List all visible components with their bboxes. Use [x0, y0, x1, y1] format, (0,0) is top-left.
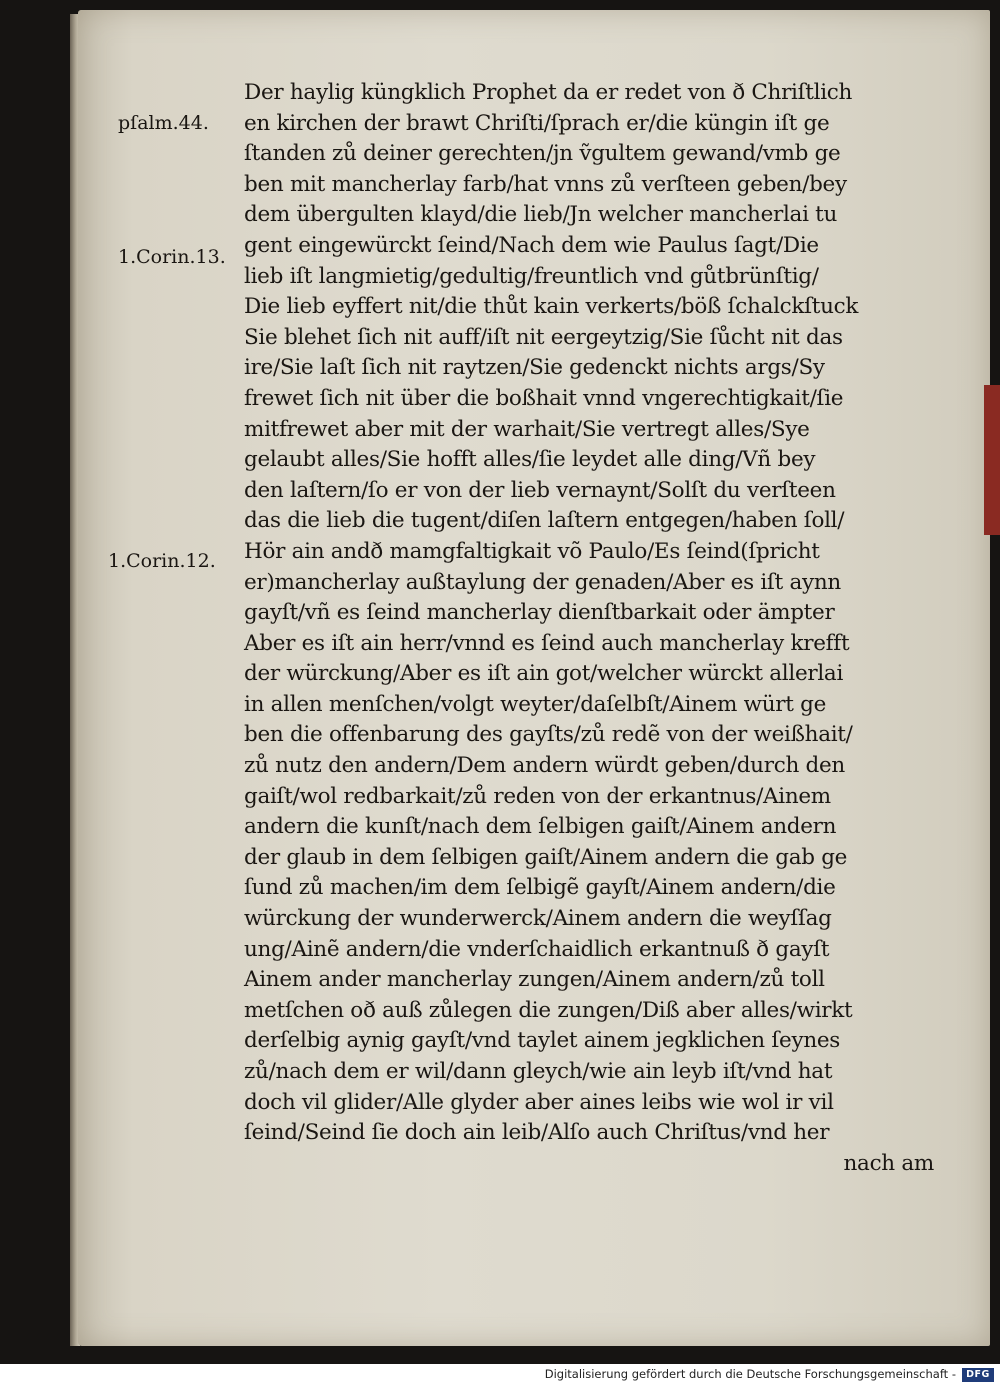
text-line: Der haylig küngklich Prophet da er redet von ð Chriſtlich [244, 80, 853, 105]
text-line: gaiſt/wol redbarkait/zů reden von der erkantnus/Ainem [244, 783, 831, 809]
text-line: der würckung/Aber es iſt ain got/welcher würckt allerlai [244, 661, 844, 687]
text-line: gent eingewürckt ſeind/Nach dem wie Paulus ſagt/Die [244, 232, 819, 258]
text-line: Hör ain andð mamgfaltigkait võ Paulo/Es ſeind(ſpricht [244, 538, 820, 564]
text-line: andern die kunſt/nach dem ſelbigen gaiſt/Ainem andern [244, 814, 837, 840]
text-line: dem übergulten klayd/die lieb/Jn welcher mancherlai tu [244, 202, 838, 228]
text-line: Ainem ander mancherlay zungen/Ainem andern/zů toll [244, 967, 825, 993]
text-line: lieb iſt langmietig/gedultig/freuntlich vnd gůtbrünſtig/ [244, 263, 819, 289]
text-line: derſelbig aynig gayſt/vnd taylet ainem jegklichen ſeynes [244, 1028, 841, 1054]
text-line: frewet ſich nit über die boßhait vnnd vngerechtigkait/ſie [244, 385, 844, 411]
text-line: ben die offenbarung des gayſts/zů redẽ von der weißhait/ [244, 722, 853, 748]
text-line: ung/Ainẽ andern/die vnderſchaidlich erkantnuß ð gayſt [244, 936, 830, 962]
text-line: ſtanden zů deiner gerechten/jn ṽgultem gewand/vmb ge [244, 141, 841, 167]
text-line: mitfrewet aber mit der warhait/Sie vertregt alles/Sye [244, 416, 810, 442]
text-line: ben mit mancherlay farb/hat vnns zů verſteen geben/bey [244, 171, 847, 197]
marginal-note-corinth-13: 1.Corin.13. [118, 246, 226, 268]
text-line: der glaub in dem ſelbigen gaiſt/Ainem andern die gab ge [244, 844, 848, 870]
body-text [244, 78, 934, 1179]
text-line: en kirchen der brawt Chriſti/ſprach er/die küngin iſt ge [244, 110, 830, 136]
text-line: ſund zů machen/im dem ſelbigẽ gayſt/Ainem andern/die [244, 875, 836, 901]
marginal-note-psalm: pſalm.44. [118, 112, 209, 134]
text-line: würckung der wunderwerck/Ainem andern die weyſſag [244, 906, 832, 932]
page-tab-marker [984, 385, 1000, 535]
text-line: ſeind/Seind ſie doch ain leib/Alſo auch Chriſtus/vnd her [244, 1120, 830, 1146]
marginal-note-corinth-12: 1.Corin.12. [108, 550, 216, 572]
footer-bar [0, 1364, 1000, 1386]
text-line: metſchen oð auß zůlegen die zungen/Diß aber alles/wirkt [244, 997, 853, 1023]
text-line: zů/nach dem er wil/dann gleych/wie ain leyb iſt/vnd hat [244, 1059, 833, 1084]
text-line: Die lieb eyffert nit/die thůt kain verkerts/böß ſchalckſtuck [244, 294, 859, 320]
text-line: Sie blehet ſich nit auff/iſt nit eergeytzig/Sie ſůcht nit das [244, 324, 843, 350]
text-line: zů nutz den andern/Dem andern würdt geben/durch den [244, 753, 845, 779]
text-line: doch vil glider/Alle glyder aber aines leibs wie wol ir vil [244, 1089, 834, 1115]
text-line: er)mancherlay außtaylung der genaden/Aber es iſt aynn [244, 569, 841, 595]
text-line: das die lieb die tugent/diſen laſtern entgegen/haben ſoll/ [244, 508, 845, 534]
dfg-logo[interactable]: DFG [962, 1368, 994, 1382]
text-line: den laſtern/ſo er von der lieb vernaynt/Solſt du verſteen [244, 477, 836, 503]
text-line: in allen menſchen/volgt weyter/daſelbſt/Ainem würt ge [244, 691, 827, 717]
text-line: gayſt/vñ es ſeind mancherlay dienſtbarkait oder ämpter [244, 600, 835, 626]
text-line: ire/Sie laſt ſich nit raytzen/Sie gedenckt nichts args/Sy [244, 355, 825, 381]
text-line: gelaubt alles/Sie hofft alles/ſie leydet alle ding/Vñ bey [244, 447, 816, 473]
text-line: Aber es iſt ain herr/vnnd es ſeind auch mancherlay krefft [244, 630, 850, 656]
catchword: nach am [843, 1150, 934, 1176]
funding-credit: Digitalisierung gefördert durch die Deutsche Forschungsgemeinschaft - [544, 1367, 956, 1381]
